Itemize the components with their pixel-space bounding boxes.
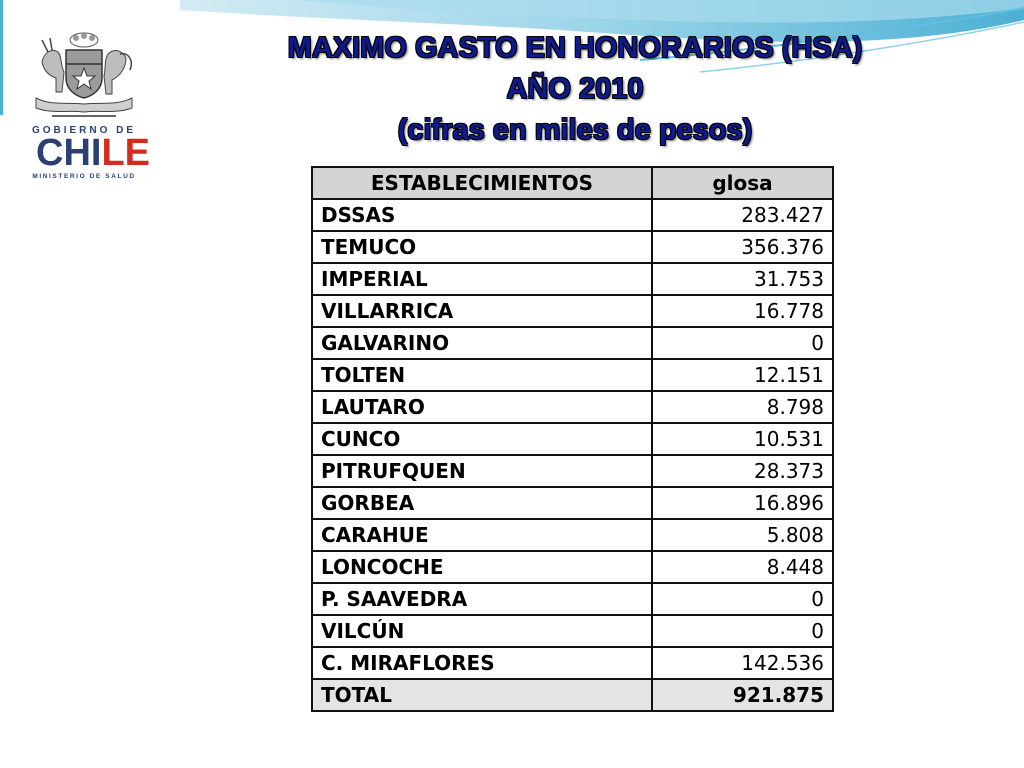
- title-line-3: (cifras en miles de pesos): [397, 114, 753, 146]
- table-row: [312, 295, 833, 327]
- cell-glosa: 283.427: [652, 199, 833, 231]
- header-establecimientos: ESTABLECIMIENTOS: [312, 167, 652, 199]
- cell-establecimiento: LONCOCHE: [312, 551, 652, 583]
- cell-establecimiento: TOLTEN: [312, 359, 652, 391]
- total-label: TOTAL: [312, 679, 652, 711]
- cell-establecimiento: VILLARRICA: [312, 295, 652, 327]
- slide-title: [150, 28, 1000, 151]
- cell-glosa: 28.373: [652, 455, 833, 487]
- cell-establecimiento: TEMUCO: [312, 231, 652, 263]
- cell-establecimiento: PITRUFQUEN: [312, 455, 652, 487]
- table-row: [312, 487, 833, 519]
- logo-text-ministerio: MINISTERIO DE SALUD: [32, 173, 136, 180]
- table-body: [312, 199, 833, 711]
- cell-establecimiento: LAUTARO: [312, 391, 652, 423]
- cell-establecimiento: P. SAAVEDRA: [312, 583, 652, 615]
- header-glosa: glosa: [652, 167, 833, 199]
- cell-glosa: 142.536: [652, 647, 833, 679]
- table-row: [312, 391, 833, 423]
- cell-glosa: 12.151: [652, 359, 833, 391]
- table-total-row: [312, 679, 833, 711]
- cell-establecimiento: IMPERIAL: [312, 263, 652, 295]
- cell-glosa: 0: [652, 327, 833, 359]
- cell-glosa: 5.808: [652, 519, 833, 551]
- table-row: [312, 231, 833, 263]
- left-strip-decoration: [0, 0, 6, 115]
- table-row: [312, 423, 833, 455]
- table-header-row: [312, 167, 833, 199]
- table-row: [312, 199, 833, 231]
- title-line-2: AÑO 2010: [506, 73, 644, 105]
- table-row: [312, 647, 833, 679]
- cell-glosa: 8.448: [652, 551, 833, 583]
- cell-glosa: 8.798: [652, 391, 833, 423]
- cell-establecimiento: CUNCO: [312, 423, 652, 455]
- cell-glosa: 16.778: [652, 295, 833, 327]
- cell-glosa: 0: [652, 615, 833, 647]
- title-line-1: MAXIMO GASTO EN HONORARIOS (HSA): [287, 32, 863, 64]
- cell-glosa: 356.376: [652, 231, 833, 263]
- cell-glosa: 31.753: [652, 263, 833, 295]
- table-row: [312, 455, 833, 487]
- table-row: [312, 583, 833, 615]
- logo-chile-part1: CHI: [36, 132, 102, 174]
- table-row: [312, 359, 833, 391]
- ministry-logo: [22, 32, 154, 182]
- cell-glosa: 0: [652, 583, 833, 615]
- logo-text-chile: [36, 133, 150, 173]
- cell-establecimiento: CARAHUE: [312, 519, 652, 551]
- cell-establecimiento: C. MIRAFLORES: [312, 647, 652, 679]
- cell-establecimiento: DSSAS: [312, 199, 652, 231]
- cell-establecimiento: VILCÚN: [312, 615, 652, 647]
- cell-establecimiento: GALVARINO: [312, 327, 652, 359]
- table-row: [312, 327, 833, 359]
- logo-text-gobierno: GOBIERNO DE: [31, 125, 137, 136]
- cell-glosa: 16.896: [652, 487, 833, 519]
- table-row: [312, 263, 833, 295]
- cell-establecimiento: GORBEA: [312, 487, 652, 519]
- chile-coat-of-arms-icon: [22, 32, 146, 120]
- logo-chile-part2: LE: [101, 132, 151, 174]
- total-value: 921.875: [652, 679, 833, 711]
- cell-glosa: 10.531: [652, 423, 833, 455]
- table-row: [312, 519, 833, 551]
- expenses-table: [311, 166, 834, 712]
- table-row: [312, 551, 833, 583]
- table-row: [312, 615, 833, 647]
